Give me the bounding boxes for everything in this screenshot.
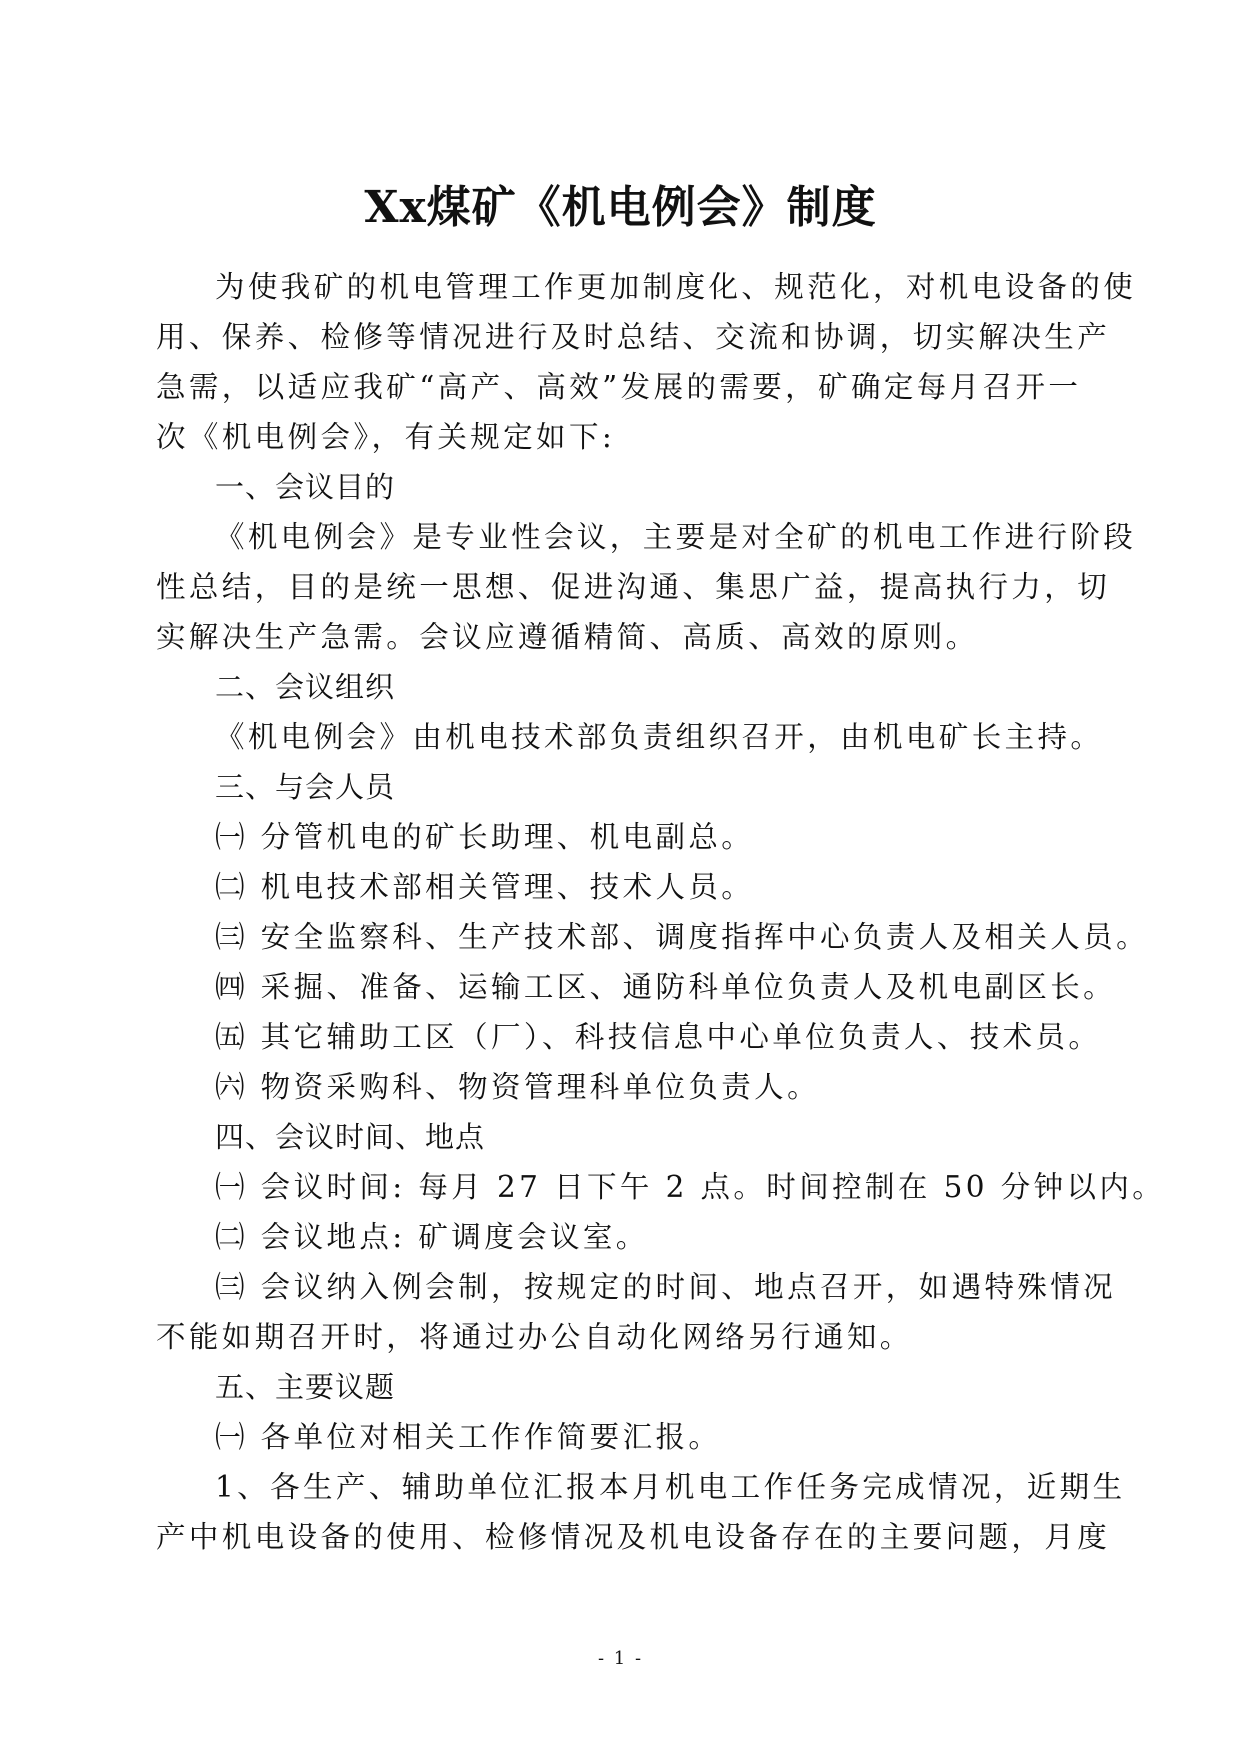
section-heading: 一、会议目的 <box>215 470 396 504</box>
paragraph-line: 急需，以适应我矿“高产、高效”发展的需要，矿确定每月召开一 <box>156 370 1082 404</box>
paragraph-line: 1、各生产、辅助单位汇报本月机电工作任务完成情况，近期生 <box>215 1470 1126 1504</box>
paragraph-line: 实解决生产急需。会议应遵循精简、高质、高效的原则。 <box>156 620 979 654</box>
document-title: Xx煤矿《机电例会》制度 <box>364 182 877 233</box>
list-item: ㈠ 各单位对相关工作作简要汇报。 <box>215 1420 722 1454</box>
paragraph-line: 为使我矿的机电管理工作更加制度化、规范化，对机电设备的使 <box>215 270 1137 304</box>
section-heading: 五、主要议题 <box>215 1370 396 1404</box>
list-item: ㈤ 其它辅助工区（厂）、科技信息中心单位负责人、技术员。 <box>215 1020 1102 1054</box>
page-number: - 1 - <box>597 1648 644 1669</box>
paragraph-line: 《机电例会》由机电技术部负责组织召开，由机电矿长主持。 <box>215 720 1104 754</box>
paragraph-line: 《机电例会》是专业性会议，主要是对全矿的机电工作进行阶段 <box>215 520 1137 554</box>
list-item: ㈠ 会议时间: 每月 27 日下午 2 点。时间控制在 50 分钟以内。 <box>215 1170 1166 1204</box>
list-item: ㈣ 采掘、准备、运输工区、通防科单位负责人及机电副区长。 <box>215 970 1117 1004</box>
section-heading: 四、会议时间、地点 <box>215 1120 486 1154</box>
list-item: ㈥ 物资采购科、物资管理科单位负责人。 <box>215 1070 820 1104</box>
list-item: ㈢ 安全监察科、生产技术部、调度指挥中心负责人及相关人员。 <box>215 920 1149 954</box>
list-item: ㈡ 机电技术部相关管理、技术人员。 <box>215 870 755 904</box>
paragraph-line: 产中机电设备的使用、检修情况及机电设备存在的主要问题，月度 <box>156 1520 1111 1554</box>
section-heading: 二、会议组织 <box>215 670 396 704</box>
list-item: ㈠ 分管机电的矿长助理、机电副总。 <box>215 820 755 854</box>
paragraph-line: 用、保养、检修等情况进行及时总结、交流和协调，切实解决生产 <box>156 320 1111 354</box>
paragraph-line: 不能如期召开时，将通过办公自动化网络另行通知。 <box>156 1320 913 1354</box>
paragraph-line: 性总结，目的是统一思想、促进沟通、集思广益，提高执行力，切 <box>156 570 1111 604</box>
list-item: ㈡ 会议地点: 矿调度会议室。 <box>215 1220 649 1254</box>
list-item: ㈢ 会议纳入例会制，按规定的时间、地点召开，如遇特殊情况 <box>215 1270 1117 1304</box>
paragraph-line: 次《机电例会》，有关规定如下: <box>156 420 616 454</box>
section-heading: 三、与会人员 <box>215 770 396 804</box>
document-body <box>156 262 1166 1562</box>
